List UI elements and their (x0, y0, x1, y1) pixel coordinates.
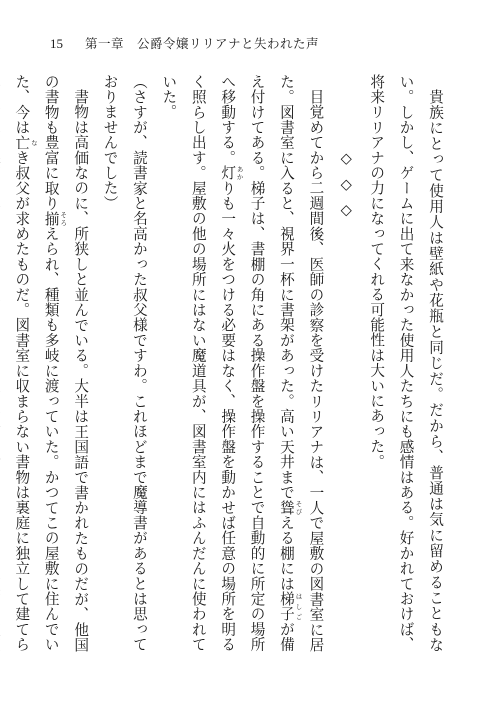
paragraph-1: 貴族にとって使用人は壁紙や花瓶と同じだ。だから、普通は気に留めることもない。しかし、ゲームに出て来なかった使用人たちにも感情はある。好かれておけば、将来リリアナの力になってくれる可能性は大いにあった。 (368, 74, 444, 652)
ruby-text: な (29, 134, 38, 151)
paragraph-2: 目覚めてから二週間後、医師の診察を受けたリリアナは、一人で屋敷の図書室に居た。図書室に入ると、視界一杯に書架があった。高い天井まで聳 そびえる棚には梯子 はしごが備え付けてある。梯子は、書棚の角にある操作盤を操作することで自動的に所定の場所へ移動する。灯 あかりも一々火をつける必要はなく、操作盤を動かせば任意の場所を明るく照らし出す。屋敷の他の場所にはない魔道具が、図書室内にはふんだんに使われていた。 (160, 74, 325, 653)
ruby-text: あか (235, 165, 244, 181)
section-separator: ◇◇◇ (337, 149, 355, 228)
paragraph-3: （さすが、読書家と名高かった叔父様ですわ。これほどまで魔導書があるとは思っておりませんでした） (101, 74, 148, 652)
ruby-sorou: 揃 そろ (42, 210, 68, 227)
ruby-hashigo: 梯子 はしご (277, 591, 303, 622)
ruby-text: そろ (59, 210, 68, 227)
page-number: 15 (50, 36, 63, 51)
ruby-text: そび (294, 499, 303, 516)
ruby-text: はしご (294, 591, 303, 622)
paragraph-4: 書物は高価なのに、所狭しと並んでいる。大半は王国語で書かれたものだが、他国の書物も豊富に取り揃 そろえられ、種類も多岐に渡っていた。かつてこの屋敷に住んでいた、今は亡 なき叔父が求めたものだ。図書室に収まらない書物は裏庭に独立して建てら (13, 74, 90, 652)
vertical-body-text (13, 74, 450, 653)
ruby-akari: 灯 あか (219, 165, 244, 181)
ruby-naki: 亡 な (13, 134, 38, 151)
ruby-sobieru: 聳 そび (277, 499, 303, 516)
running-header (50, 34, 319, 52)
chapter-title: 第一章 公爵令嬢リリアナと失われた声 (85, 36, 320, 51)
